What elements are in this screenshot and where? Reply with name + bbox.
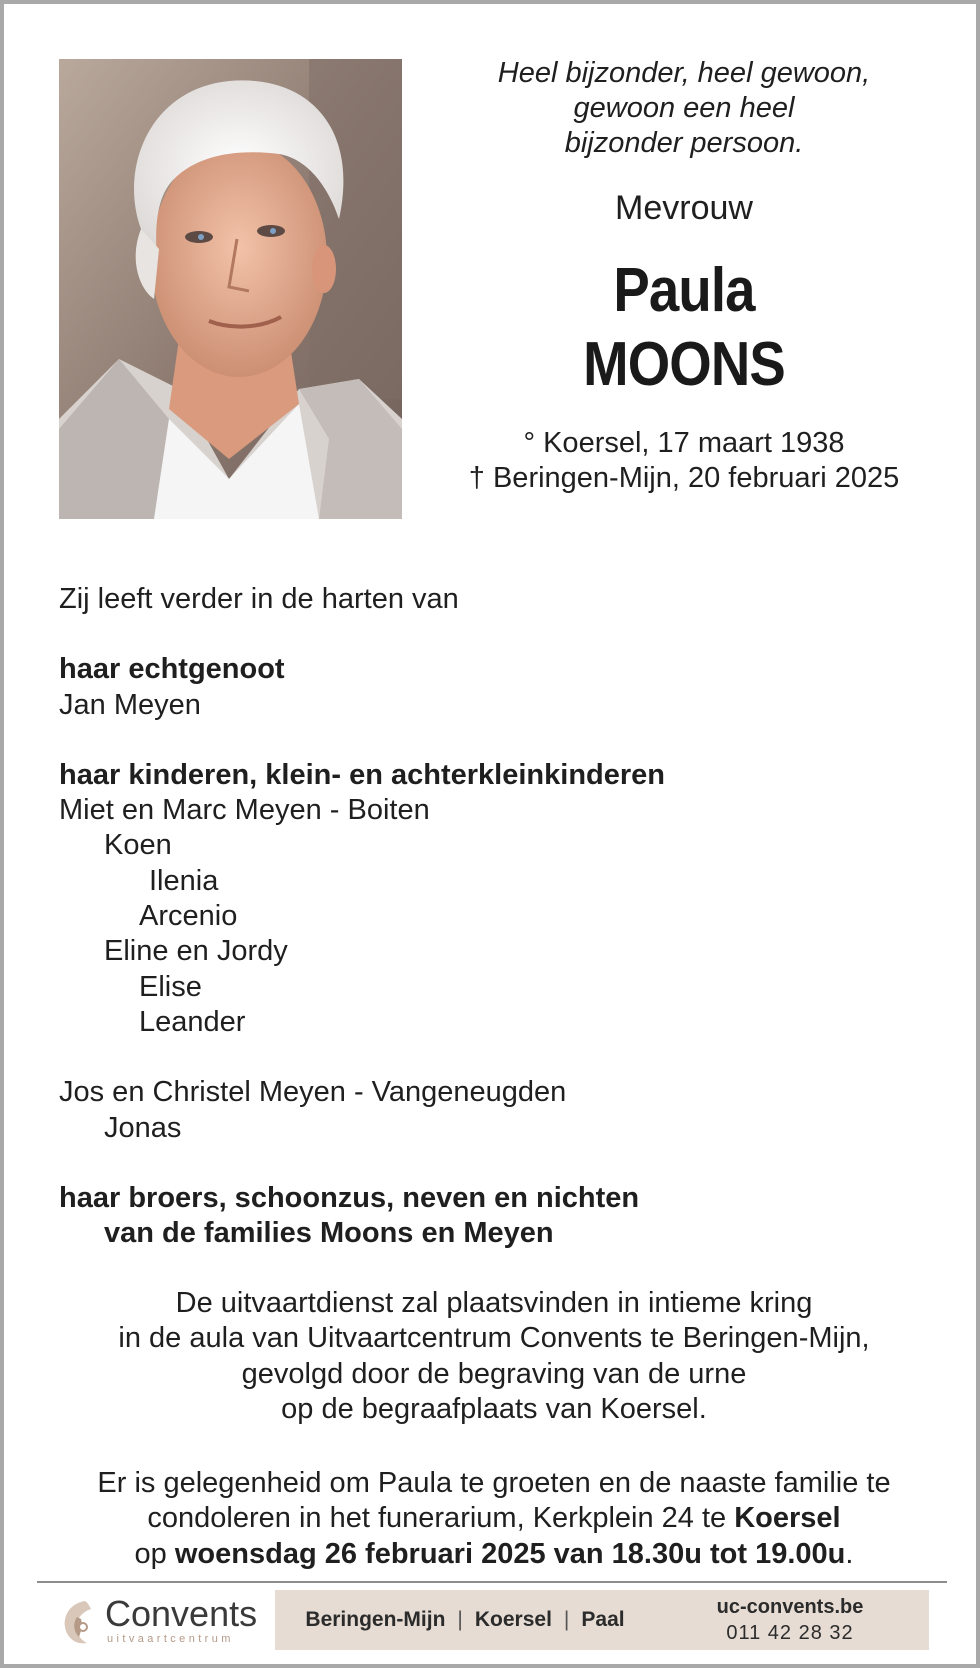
birth-date: ° Koersel, 17 maart 1938	[523, 427, 845, 459]
separator: |	[563, 1608, 570, 1631]
quote-line: Heel bijzonder, heel gewoon,	[497, 57, 871, 89]
convents-logo	[59, 1593, 269, 1651]
visit-text: condoleren in het funerarium, Kerkplein 24 te	[147, 1502, 735, 1535]
life-dates	[424, 426, 944, 496]
service-line: op de begraafplaats van Koersel.	[281, 1392, 707, 1425]
children-heading: haar kinderen, klein- en achterkleinkinderen	[59, 758, 665, 791]
visit-line	[44, 1537, 944, 1572]
visit-line	[44, 1501, 944, 1536]
location-paal: Paal	[581, 1608, 625, 1631]
contact-band	[275, 1590, 929, 1650]
visit-location: Koersel	[734, 1502, 841, 1535]
grandchild-name: Jonas	[104, 1111, 182, 1144]
visit-line: Er is gelegenheid om Paula te groeten en de naaste familie te	[97, 1467, 891, 1499]
last-name: MOONS	[583, 330, 785, 399]
logo-name: Convents	[105, 1593, 258, 1634]
location-koersel: Koersel	[474, 1608, 552, 1631]
footer	[37, 1587, 947, 1657]
great-grandchild-name: Arcenio	[139, 900, 238, 933]
quote-line: gewoon een heel	[573, 92, 795, 124]
salutation: Mevrouw	[615, 189, 753, 227]
relatives-heading: haar broers, schoonzus, neven en nichten	[59, 1181, 640, 1214]
quote-line: bijzonder persoon.	[564, 127, 804, 159]
logo-subtitle: uitvaartcentrum	[107, 1633, 234, 1645]
relatives-families: van de families Moons en Meyen	[104, 1217, 554, 1250]
service-line: gevolgd door de begraving van de urne	[241, 1357, 747, 1390]
great-grandchild-name: Ilenia	[149, 864, 219, 897]
website-link[interactable]: uc-convents.be	[716, 1596, 864, 1618]
grandchild-name: Eline en Jordy	[104, 935, 288, 968]
family-name: Jos en Christel Meyen - Vangeneugden	[59, 1076, 567, 1109]
phone-number: 011 42 28 32	[726, 1622, 854, 1644]
visit-datetime: woensdag 26 februari 2025 van 18.30u tot 19.00u	[174, 1537, 846, 1570]
great-grandchild-name: Leander	[139, 1005, 246, 1038]
spouse-name: Jan Meyen	[59, 688, 201, 721]
visitation-announcement	[44, 1466, 944, 1572]
convents-logo-icon	[59, 1597, 99, 1647]
poem-quote	[424, 56, 944, 161]
intro-text: Zij leeft verder in de harten van	[59, 583, 459, 615]
header-block	[424, 56, 944, 496]
service-line: in de aula van Uitvaartcentrum Convents te Beringen-Mijn,	[118, 1322, 870, 1355]
family-name: Miet en Marc Meyen - Boiten	[59, 794, 430, 827]
portrait-illustration	[59, 59, 402, 519]
visit-text: .	[845, 1537, 854, 1570]
locations	[275, 1590, 655, 1650]
separator: |	[457, 1608, 463, 1631]
contact-info	[675, 1594, 905, 1646]
first-name: Paula	[613, 256, 755, 325]
location-beringen-mijn: Beringen-Mijn	[305, 1608, 446, 1631]
portrait-photo	[59, 59, 402, 519]
grandchild-name: Koen	[104, 829, 172, 862]
spouse-heading: haar echtgenoot	[59, 653, 285, 686]
footer-divider	[37, 1581, 947, 1583]
service-announcement	[44, 1286, 944, 1427]
great-grandchild-name: Elise	[139, 970, 202, 1003]
death-date: † Beringen-Mijn, 20 februari 2025	[468, 462, 900, 494]
visit-text: op	[134, 1537, 175, 1570]
family-list	[59, 582, 939, 1251]
service-line: De uitvaartdienst zal plaatsvinden in intieme kring	[175, 1287, 813, 1319]
